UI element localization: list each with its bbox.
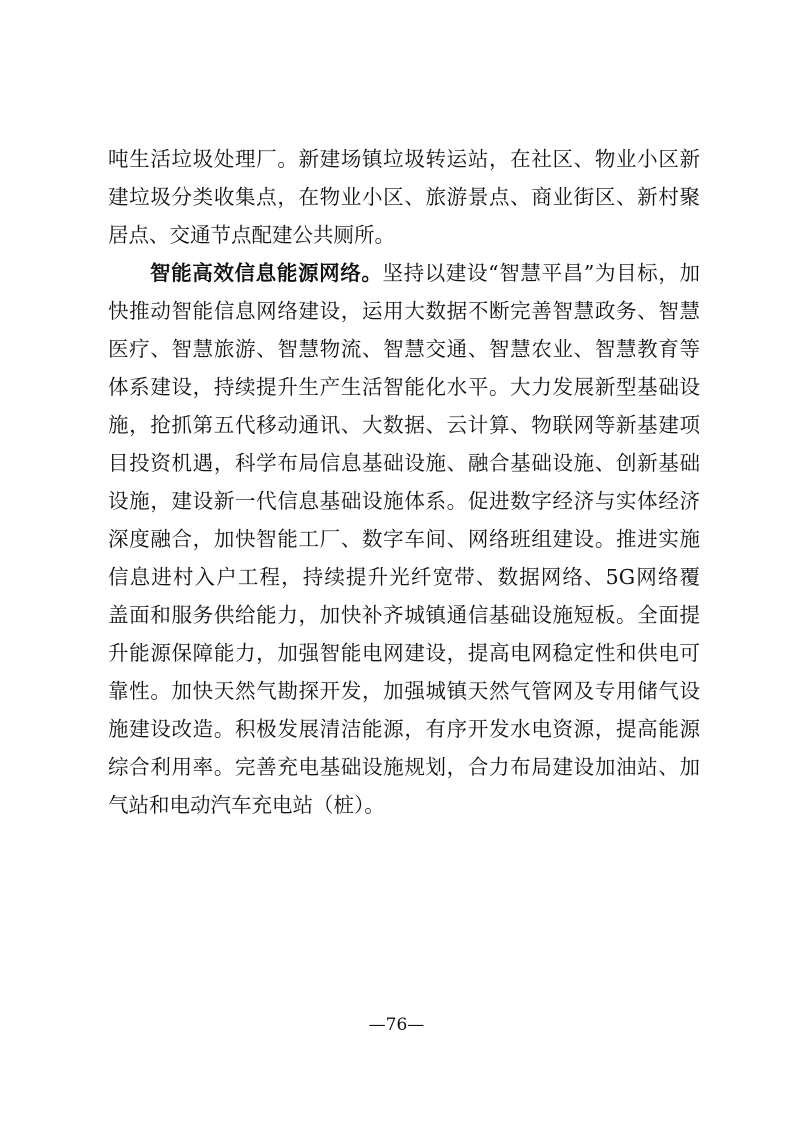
page-number: —76—: [368, 1015, 425, 1035]
text-line-rest: 坚持以建设“智慧平昌”为目标，加: [382, 261, 700, 285]
text-line: 信息进村入户工程，持续提升光纤宽带、数据网络、5G网络覆: [108, 565, 700, 589]
text-line: 目投资机遇，科学布局信息基础设施、融合基础设施、创新基础: [108, 451, 700, 475]
text-line: 体系建设，持续提升生产生活智能化水平。大力发展新型基础设: [108, 375, 700, 399]
text-line: 施，抢抓第五代移动通讯、大数据、云计算、物联网等新基建项: [108, 413, 700, 437]
paragraph-information-energy-network: [108, 254, 700, 824]
body-text: [108, 140, 700, 824]
text-line: 快推动智能信息网络建设，运用大数据不断完善智慧政务、智慧: [108, 299, 700, 323]
section-heading: 智能高效信息能源网络。: [150, 261, 383, 285]
text-line: 深度融合，加快智能工厂、数字车间、网络班组建设。推进实施: [108, 527, 700, 551]
text-line: 施建设改造。积极发展清洁能源，有序开发水电资源，提高能源: [108, 717, 700, 741]
text-line: 吨生活垃圾处理厂。新建场镇垃圾转运站，在社区、物业小区新: [108, 147, 700, 171]
text-line: 综合利用率。完善充电基础设施规划，合力布局建设加油站、加: [108, 755, 700, 779]
text-line: 气站和电动汽车充电站（桩）。: [108, 793, 385, 817]
text-line: 医疗、智慧旅游、智慧物流、智慧交通、智慧农业、智慧教育等: [108, 337, 700, 361]
paragraph-waste-facilities: [108, 140, 700, 254]
text-line: 盖面和服务供给能力，加快补齐城镇通信基础设施短板。全面提: [108, 603, 700, 627]
text-line: 靠性。加快天然气勘探开发，加强城镇天然气管网及专用储气设: [108, 679, 700, 703]
text-line: 建垃圾分类收集点，在物业小区、旅游景点、商业街区、新村聚: [108, 185, 700, 209]
text-line-first: [108, 254, 700, 292]
text-line: 居点、交通节点配建公共厕所。: [108, 223, 395, 247]
text-line: 设施，建设新一代信息基础设施体系。促进数字经济与实体经济: [108, 489, 700, 513]
text-line: 升能源保障能力，加强智能电网建设，提高电网稳定性和供电可: [108, 641, 700, 665]
